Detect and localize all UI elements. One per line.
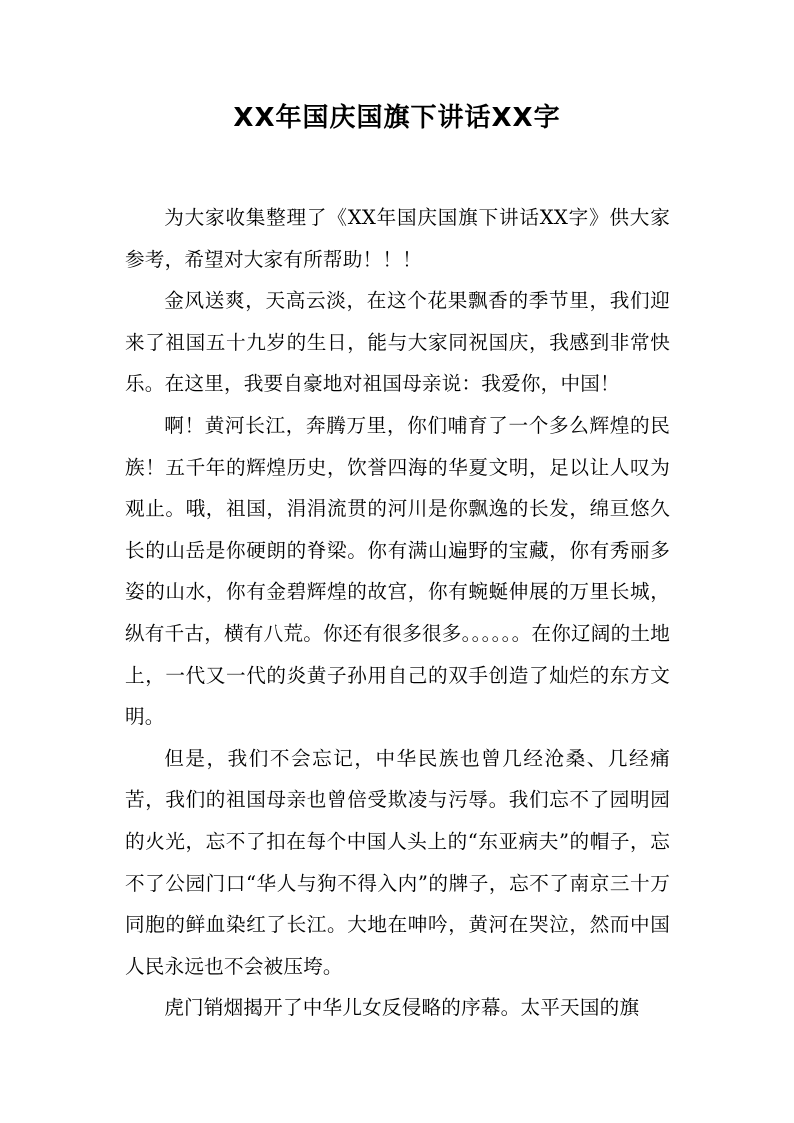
paragraph-humen: 虎门销烟揭开了中华儿女反侵略的序幕。太平天国的旗 bbox=[164, 996, 640, 1020]
document-body bbox=[125, 197, 670, 1029]
paragraph-history: 啊！黄河长江，奔腾万里，你们哺育了一个多么辉煌的民族！五千年的辉煌历史，饮誉四海的华夏文明，足以让人叹为观止。哦，祖国，涓涓流贯的河川是你飘逸的长发，绵亘悠久长的山岳是你硬朗的脊梁。你有满山遍野的宝藏，你有秀丽多姿的山水，你有金碧辉煌的故宫，你有蜿蜒伸展的万里长城，纵有千古，横有八荒。你还有很多很多。。。。。。在你辽阔的土地上，一代又一代的炎黄子孙用自己的双手创造了灿烂的东方文明。 bbox=[125, 413, 670, 729]
page-title: XX年国庆国旗下讲话XX字 bbox=[233, 103, 561, 133]
paragraph-birthday: 金风送爽，天高云淡，在这个花果飘香的季节里，我们迎来了祖国五十九岁的生日，能与大家同祝国庆，我感到非常快乐。在这里，我要自豪地对祖国母亲说：我爱你，中国！ bbox=[125, 289, 670, 396]
paragraph-intro: 为大家收集整理了《XX年国庆国旗下讲话XX字》供大家参考，希望对大家有所帮助！！！ bbox=[125, 206, 670, 271]
paragraph-hardship: 但是，我们不会忘记，中华民族也曾几经沧桑、几经痛苦，我们的祖国母亲也曾倍受欺凌与污辱。我们忘不了园明园的火光，忘不了扣在每个中国人头上的“东亚病夫”的帽子，忘不了公园门口“华人与狗不得入内”的牌子，忘不了南京三十万同胞的鲜血染红了长江。大地在呻吟，黄河在哭泣，然而中国人民永远也不会被压垮。 bbox=[125, 746, 670, 978]
